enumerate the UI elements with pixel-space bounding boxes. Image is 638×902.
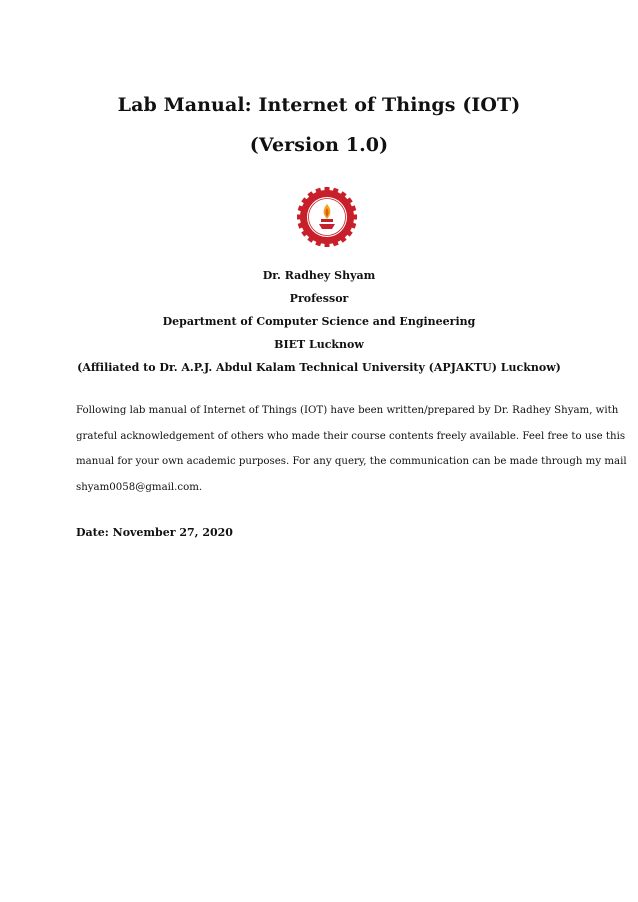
document-title: Lab Manual: Internet of Things (IOT) [117, 94, 521, 116]
document-date: Date: November 27, 2020 [76, 526, 233, 539]
acknowledgement-paragraph [76, 398, 627, 500]
author-affiliation: (Affiliated to Dr. A.P.J. Abdul Kalam Technical University (APJAKTU) Lucknow) [77, 361, 561, 374]
document-version: (Version 1.0) [249, 134, 389, 156]
paragraph-line: grateful acknowledgement of others who made their course contents freely available. Feel free to use this [76, 430, 626, 442]
author-name: Dr. Radhey Shyam [262, 269, 376, 282]
author-department: Department of Computer Science and Engineering [162, 315, 476, 328]
paragraph-line: manual for your own academic purposes. For any query, the communication can be made through my mail [76, 456, 627, 467]
author-designation: Professor [289, 292, 349, 305]
institute-emblem-icon [296, 186, 358, 248]
paragraph-line: shyam0058@gmail.com. [76, 481, 203, 493]
author-institute: BIET Lucknow [274, 338, 364, 351]
paragraph-line: Following lab manual of Internet of Things (IOT) have been written/prepared by Dr. Radhey Shyam, with [76, 405, 619, 416]
